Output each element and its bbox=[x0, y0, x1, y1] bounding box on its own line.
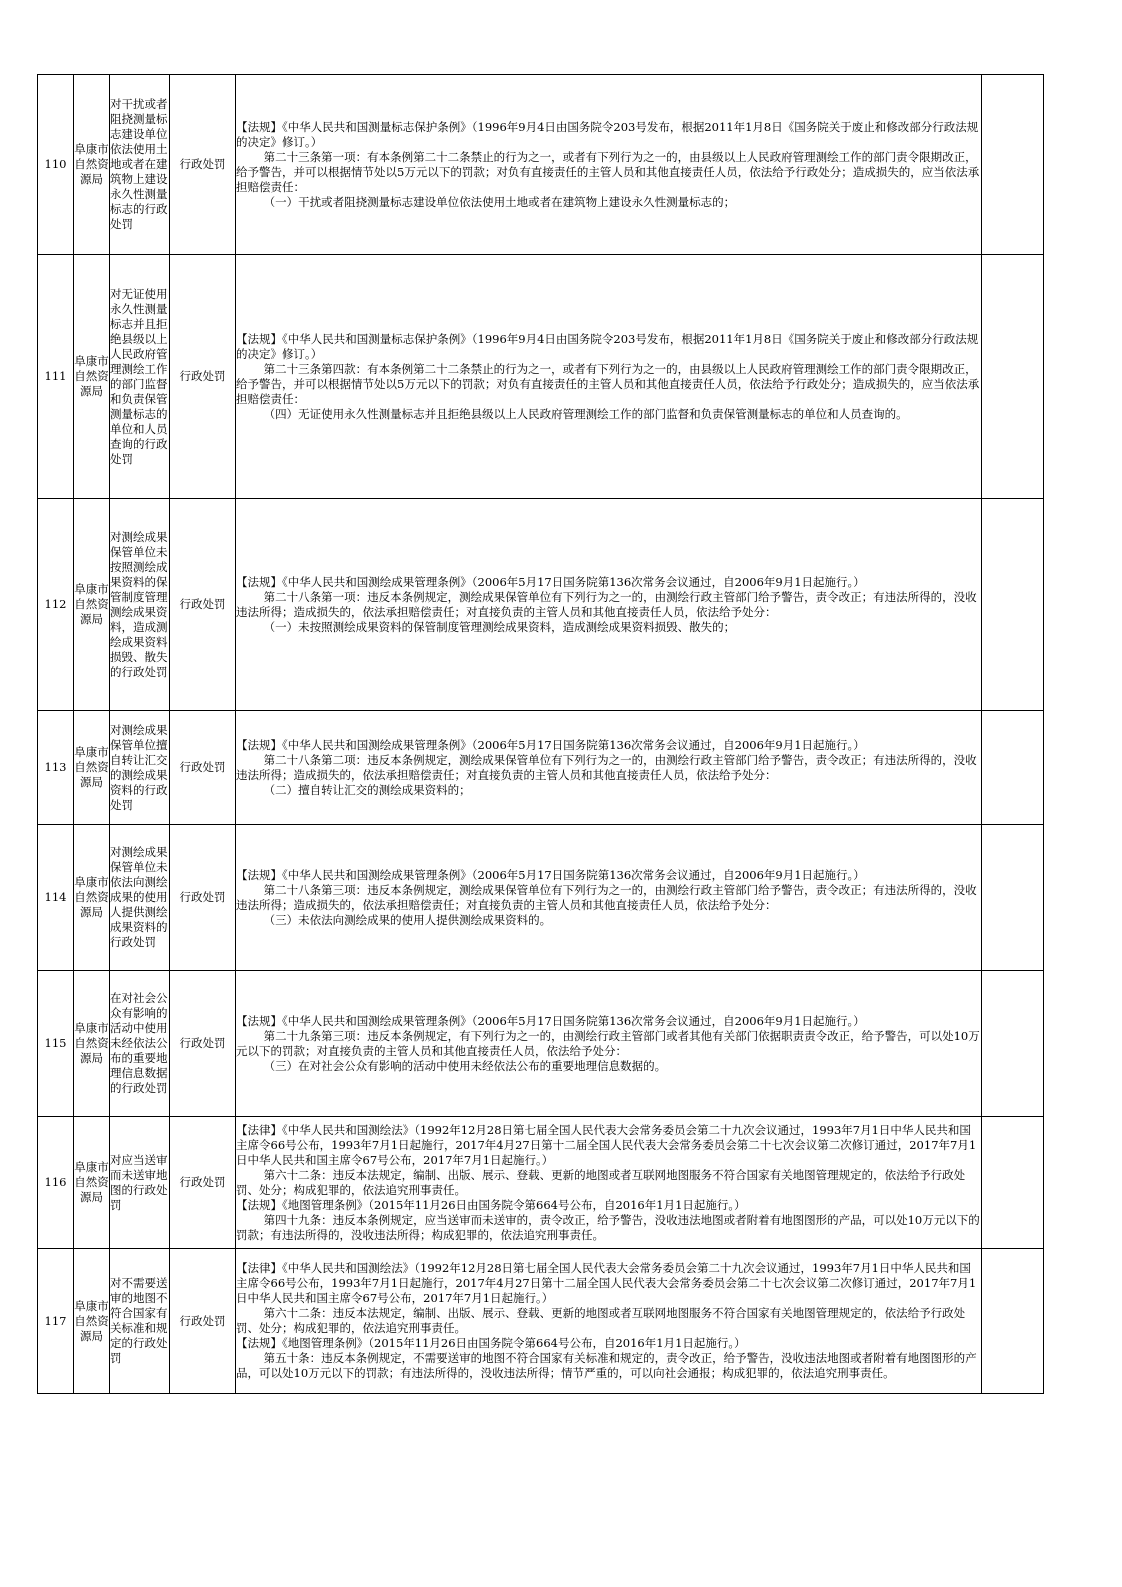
power-type-cell: 行政处罚 bbox=[170, 1117, 236, 1249]
row-number: 113 bbox=[38, 711, 74, 825]
power-type-cell: 行政处罚 bbox=[170, 971, 236, 1117]
remarks-cell bbox=[982, 711, 1044, 825]
legal-basis-cell bbox=[236, 255, 982, 499]
table-body bbox=[38, 75, 1044, 1394]
row-number: 112 bbox=[38, 499, 74, 711]
legal-basis-paragraph: 【法规】《中华人民共和国测量标志保护条例》（1996年9月4日由国务院令203号发布，根据2011年1月8日《国务院关于废止和修改部分行政法规的决定》修订。） bbox=[236, 119, 979, 149]
legal-basis-cell bbox=[236, 1117, 982, 1249]
power-type-cell: 行政处罚 bbox=[170, 75, 236, 255]
legal-basis-paragraph: 【法规】《中华人民共和国测绘成果管理条例》（2006年5月17日国务院第136次常务会议通过，自2006年9月1日起施行。） bbox=[236, 1013, 865, 1028]
legal-basis-paragraph: 第二十三条第四款：有本条例第二十二条禁止的行为之一，或者有下列行为之一的，由县级以上人民政府管理测绘工作的部门责令限期改正，给予警告，并可以根据情节处以5万元以下的罚款；对负有直接责任的主管人员和其他直接责任人员，依法给予行政处分；造成损失的，应当依法承担赔偿责任： bbox=[236, 361, 980, 406]
matter-name-cell: 对应当送审而未送审地图的行政处罚 bbox=[110, 1117, 170, 1249]
table-row bbox=[38, 711, 1044, 825]
legal-basis-paragraph: 第四十九条：违反本条例规定，应当送审而未送审的，责令改正，给予警告，没收违法地图或者附着有地图图形的产品，可以处10万元以下的罚款；有违法所得的，没收违法所得；构成犯罪的，依法追究刑事责任。 bbox=[236, 1212, 980, 1242]
legal-basis-cell bbox=[236, 499, 982, 711]
power-type-cell: 行政处罚 bbox=[170, 1249, 236, 1394]
department-cell: 阜康市自然资源局 bbox=[74, 75, 110, 255]
table-row bbox=[38, 499, 1044, 711]
legal-basis-paragraph: 【法规】《地图管理条例》（2015年11月26日由国务院令第664号公布，自2016年1月1日起施行。） bbox=[236, 1336, 746, 1350]
legal-basis-paragraph: 【法规】《地图管理条例》（2015年11月26日由国务院令第664号公布，自2016年1月1日起施行。） bbox=[236, 1197, 746, 1212]
legal-basis-paragraph: 【法规】《中华人民共和国测绘成果管理条例》（2006年5月17日国务院第136次常务会议通过，自2006年9月1日起施行。） bbox=[236, 867, 865, 882]
department-cell: 阜康市自然资源局 bbox=[74, 255, 110, 499]
department-cell: 阜康市自然资源局 bbox=[74, 1117, 110, 1249]
legal-basis-paragraph: （二）擅自转让汇交的测绘成果资料的； bbox=[263, 782, 471, 797]
table-row bbox=[38, 75, 1044, 255]
legal-basis-paragraph: （一）未按照测绘成果资料的保管制度管理测绘成果资料，造成测绘成果资料损毁、散失的； bbox=[263, 619, 736, 634]
department-cell: 阜康市自然资源局 bbox=[74, 971, 110, 1117]
power-type-cell: 行政处罚 bbox=[170, 711, 236, 825]
legal-basis-paragraph: 【法律】《中华人民共和国测绘法》（1992年12月28日第七届全国人民代表大会常务委员会第二十九次会议通过，1993年7月1日中华人民共和国主席令66号公布，1993年7月1日起施行，2017年4月27日第十二届全国人民代表大会常务委员会第二十七次会议第二次修订通过，2017年7月1日中华人民共和国主席令67号公布，2017年7月1日起施行。） bbox=[236, 1261, 977, 1305]
legal-basis-cell bbox=[236, 825, 982, 971]
row-number: 110 bbox=[38, 75, 74, 255]
row-number: 111 bbox=[38, 255, 74, 499]
remarks-cell bbox=[982, 825, 1044, 971]
remarks-cell bbox=[982, 499, 1044, 711]
legal-basis-paragraph: 第六十二条：违反本法规定，编制、出版、展示、登载、更新的地图或者互联网地图服务不符合国家有关地图管理规定的，依法给予行政处罚、处分；构成犯罪的，依法追究刑事责任。 bbox=[236, 1167, 966, 1197]
legal-basis-paragraph: 第六十二条：违反本法规定，编制、出版、展示、登载、更新的地图或者互联网地图服务不符合国家有关地图管理规定的，依法给予行政处罚、处分；构成犯罪的，依法追究刑事责任。 bbox=[236, 1306, 966, 1335]
remarks-cell bbox=[982, 255, 1044, 499]
legal-basis-cell bbox=[236, 971, 982, 1117]
remarks-cell bbox=[982, 1117, 1044, 1249]
legal-basis-paragraph: 第二十八条第三项：违反本条例规定，测绘成果保管单位有下列行为之一的，由测绘行政主管部门给予警告，责令改正；有违法所得的，没收违法所得；造成损失的，依法承担赔偿责任；对直接负责的主管人员和其他直接责任人员，依法给予处分： bbox=[236, 882, 977, 912]
legal-basis-paragraph: （一）干扰或者阻挠测量标志建设单位依法使用土地或者在建筑物上建设永久性测量标志的； bbox=[263, 194, 736, 209]
remarks-cell bbox=[982, 1249, 1044, 1394]
legal-basis-paragraph: 第二十八条第二项：违反本条例规定，测绘成果保管单位有下列行为之一的，由测绘行政主管部门给予警告，责令改正；有违法所得的，没收违法所得；造成损失的，依法承担赔偿责任；对直接负责的主管人员和其他直接责任人员，依法给予处分： bbox=[236, 752, 977, 782]
legal-basis-paragraph: 第二十九条第三项：违反本条例规定，有下列行为之一的，由测绘行政主管部门或者其他有关部门依据职责责令改正，给予警告，可以处10万元以下的罚款；对直接负责的主管人员和其他直接责任人员，依法给予处分： bbox=[236, 1028, 980, 1058]
matter-name-cell: 对测绘成果保管单位未依法向测绘成果的使用人提供测绘成果资料的行政处罚 bbox=[110, 825, 170, 971]
department-cell: 阜康市自然资源局 bbox=[74, 499, 110, 711]
row-number: 116 bbox=[38, 1117, 74, 1249]
table-row bbox=[38, 1249, 1044, 1394]
power-type-cell: 行政处罚 bbox=[170, 825, 236, 971]
legal-basis-cell bbox=[236, 711, 982, 825]
legal-basis-paragraph: 第二十八条第一项：违反本条例规定，测绘成果保管单位有下列行为之一的，由测绘行政主管部门给予警告，责令改正；有违法所得的，没收违法所得；造成损失的，依法承担赔偿责任；对直接负责的主管人员和其他直接责任人员，依法给予处分： bbox=[236, 589, 977, 619]
row-number: 115 bbox=[38, 971, 74, 1117]
department-cell: 阜康市自然资源局 bbox=[74, 1249, 110, 1394]
legal-basis-paragraph: 【法规】《中华人民共和国测量标志保护条例》（1996年9月4日由国务院令203号发布，根据2011年1月8日《国务院关于废止和修改部分行政法规的决定》修订。） bbox=[236, 331, 979, 361]
power-type-cell: 行政处罚 bbox=[170, 255, 236, 499]
legal-basis-paragraph: 第五十条：违反本条例规定，不需要送审的地图不符合国家有关标准和规定的，责令改正，给予警告，没收违法地图或者附着有地图图形的产品，可以处10万元以下的罚款；有违法所得的，没收违法所得；情节严重的，可以向社会通报；构成犯罪的，依法追究刑事责任。 bbox=[236, 1351, 977, 1380]
power-type-cell: 行政处罚 bbox=[170, 499, 236, 711]
legal-basis-paragraph: （三）未依法向测绘成果的使用人提供测绘成果资料的。 bbox=[263, 912, 552, 927]
legal-basis-paragraph: 第二十三条第一项：有本条例第二十二条禁止的行为之一，或者有下列行为之一的，由县级以上人民政府管理测绘工作的部门责令限期改正，给予警告，并可以根据情节处以5万元以下的罚款；对负有直接责任的主管人员和其他直接责任人员，依法给予行政处分；造成损失的，应当依法承担赔偿责任： bbox=[236, 149, 980, 194]
legal-basis-paragraph: 【法规】《中华人民共和国测绘成果管理条例》（2006年5月17日国务院第136次常务会议通过，自2006年9月1日起施行。） bbox=[236, 574, 865, 589]
row-number: 114 bbox=[38, 825, 74, 971]
legal-basis-cell bbox=[236, 1249, 982, 1394]
table-row bbox=[38, 1117, 1044, 1249]
table-row bbox=[38, 255, 1044, 499]
legal-basis-paragraph: 【法规】《中华人民共和国测绘成果管理条例》（2006年5月17日国务院第136次常务会议通过，自2006年9月1日起施行。） bbox=[236, 737, 865, 752]
matter-name-cell: 对干扰或者阻挠测量标志建设单位依法使用土地或者在建筑物上建设永久性测量标志的行政处罚 bbox=[110, 75, 170, 255]
legal-basis-paragraph: （三）在对社会公众有影响的活动中使用未经依法公布的重要地理信息数据的。 bbox=[263, 1058, 667, 1073]
matter-name-cell: 在对社会公众有影响的活动中使用未经依法公布的重要地理信息数据的行政处罚 bbox=[110, 971, 170, 1117]
row-number: 117 bbox=[38, 1249, 74, 1394]
matter-name-cell: 对测绘成果保管单位擅自转让汇交的测绘成果资料的行政处罚 bbox=[110, 711, 170, 825]
legal-basis-paragraph: （四）无证使用永久性测量标志并且拒绝县级以上人民政府管理测绘工作的部门监督和负责保管测量标志的单位和人员查询的。 bbox=[263, 406, 908, 421]
power-list-table bbox=[37, 74, 1044, 1394]
matter-name-cell: 对不需要送审的地图不符合国家有关标准和规定的行政处罚 bbox=[110, 1249, 170, 1394]
department-cell: 阜康市自然资源局 bbox=[74, 711, 110, 825]
department-cell: 阜康市自然资源局 bbox=[74, 825, 110, 971]
matter-name-cell: 对无证使用永久性测量标志并且拒绝县级以上人民政府管理测绘工作的部门监督和负责保管测量标志的单位和人员查询的行政处罚 bbox=[110, 255, 170, 499]
legal-basis-paragraph: 【法律】《中华人民共和国测绘法》（1992年12月28日第七届全国人民代表大会常务委员会第二十九次会议通过，1993年7月1日中华人民共和国主席令66号公布，1993年7月1日起施行，2017年4月27日第十二届全国人民代表大会常务委员会第二十七次会议第二次修订通过，2017年7月1日中华人民共和国主席令67号公布，2017年7月1日起施行。） bbox=[236, 1122, 977, 1167]
table-row bbox=[38, 971, 1044, 1117]
legal-basis-cell bbox=[236, 75, 982, 255]
matter-name-cell: 对测绘成果保管单位未按照测绘成果资料的保管制度管理测绘成果资料，造成测绘成果资料损毁、散失的行政处罚 bbox=[110, 499, 170, 711]
table-row bbox=[38, 825, 1044, 971]
remarks-cell bbox=[982, 75, 1044, 255]
remarks-cell bbox=[982, 971, 1044, 1117]
